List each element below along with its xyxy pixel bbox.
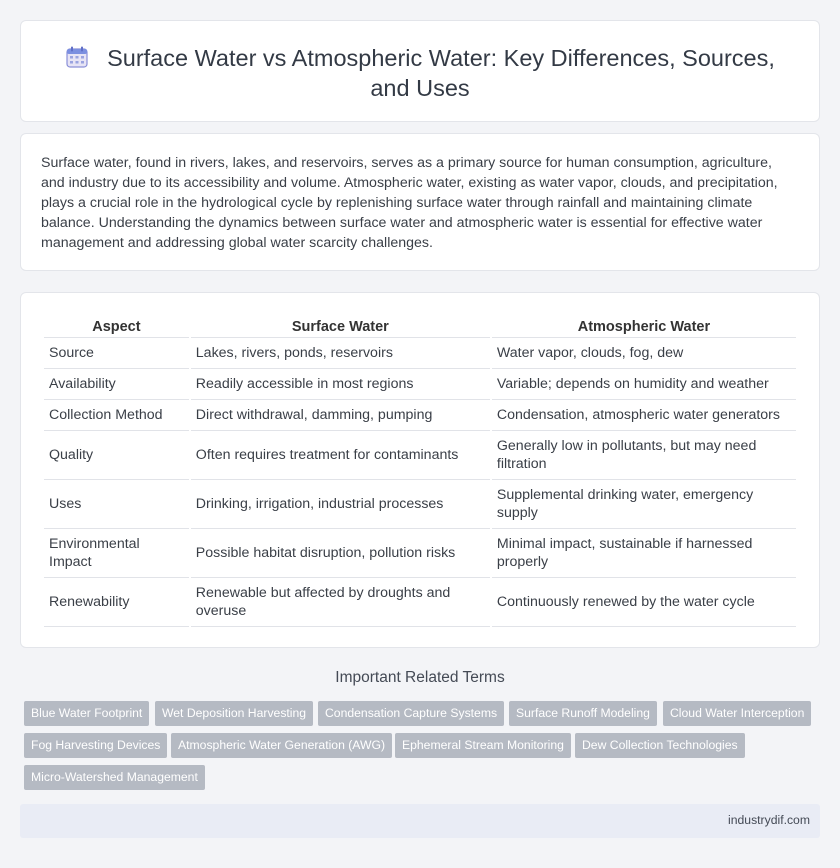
cell-atmospheric: Generally low in pollutants, but may need filtration [492,431,796,480]
header-card [20,20,820,122]
cell-surface: Lakes, rivers, ponds, reservoirs [191,338,490,369]
title-wrap [61,43,779,103]
tag-condensation-capture-systems[interactable]: Condensation Capture Systems [318,701,504,726]
cell-surface: Drinking, irrigation, industrial processes [191,480,490,529]
cell-aspect: Uses [44,480,189,529]
table-row [44,431,796,480]
cell-surface: Readily accessible in most regions [191,369,490,400]
related-terms-title: Important Related Terms [335,669,505,686]
table-row [44,529,796,578]
cell-atmospheric: Supplemental drinking water, emergency supply [492,480,796,529]
cell-aspect: Availability [44,369,189,400]
table-header-row [44,317,796,338]
footer-site[interactable]: industrydif.com [728,813,810,827]
table-row [44,369,796,400]
tag-fog-harvesting-devices[interactable]: Fog Harvesting Devices [24,733,167,758]
cell-surface: Renewable but affected by droughts and overuse [191,578,490,627]
tag-micro-watershed-management[interactable]: Micro-Watershed Management [24,765,205,790]
header-surface-water: Surface Water [191,317,490,338]
cell-atmospheric: Minimal impact, sustainable if harnessed properly [492,529,796,578]
header-atmospheric-water: Atmospheric Water [492,317,796,338]
table-row [44,338,796,369]
tag-dew-collection-technologies[interactable]: Dew Collection Technologies [575,733,745,758]
cell-aspect: Quality [44,431,189,480]
cell-atmospheric: Condensation, atmospheric water generators [492,400,796,431]
intro-paragraph: Surface water, found in rivers, lakes, and reservoirs, serves as a primary source for human consumption, agriculture, and industry due to its accessibility and volume. Atmospheric water, existing as water vapor, clouds, and precipitation, plays a crucial role in the hydrological cycle by replenishing surface water through rainfall and maintaining climate balance. Understanding the dynamics between surface water and atmospheric water is essential for effective water management and addressing global water scarcity challenges. [41,155,778,251]
page-title-text: Surface Water vs Atmospheric Water: Key Differences, Sources, and Uses [107,45,775,101]
cell-atmospheric: Continuously renewed by the water cycle [492,578,796,627]
comparison-card [20,292,820,648]
header-aspect: Aspect [44,317,189,338]
table-row [44,400,796,431]
intro-card [20,133,820,271]
cell-aspect: Environmental Impact [44,529,189,578]
tag-surface-runoff-modeling[interactable]: Surface Runoff Modeling [509,701,657,726]
cell-surface: Direct withdrawal, damming, pumping [191,400,490,431]
calendar-icon [65,45,89,69]
cell-atmospheric: Variable; depends on humidity and weather [492,369,796,400]
cell-aspect: Renewability [44,578,189,627]
comparison-table [42,317,798,627]
tag-blue-water-footprint[interactable]: Blue Water Footprint [24,701,149,726]
footer [20,804,820,838]
table-row [44,578,796,627]
table-row [44,480,796,529]
cell-aspect: Source [44,338,189,369]
tag-cloud-water-interception[interactable]: Cloud Water Interception [663,701,811,726]
cell-surface: Possible habitat disruption, pollution risks [191,529,490,578]
tag-ephemeral-stream-monitoring[interactable]: Ephemeral Stream Monitoring [395,733,571,758]
page-title [61,43,779,103]
cell-aspect: Collection Method [44,400,189,431]
tag-wet-deposition-harvesting[interactable]: Wet Deposition Harvesting [155,701,313,726]
tag-atmospheric-water-generation[interactable]: Atmospheric Water Generation (AWG) [171,733,392,758]
cell-surface: Often requires treatment for contaminants [191,431,490,480]
cell-atmospheric: Water vapor, clouds, fog, dew [492,338,796,369]
